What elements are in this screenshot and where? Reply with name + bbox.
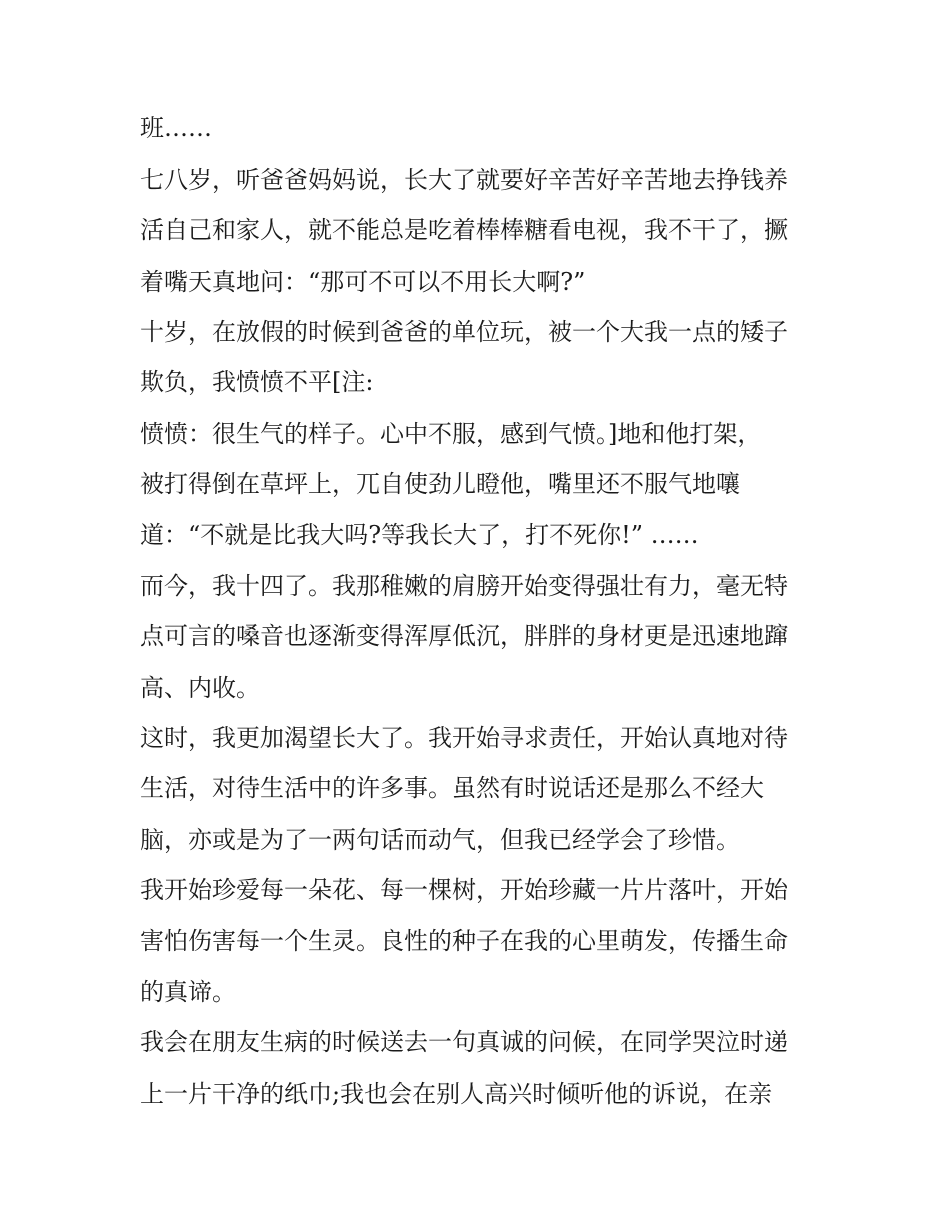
text-line: 道：“不就是比我大吗?等我长大了，打不死你!” …… <box>140 521 699 549</box>
text-line: 十岁，在放假的时候到爸爸的单位玩，被一个大我一点的矮子 <box>140 318 788 346</box>
text-line: 害怕伤害每一个生灵。良性的种子在我的心里萌发，传播生命 <box>140 927 788 955</box>
text-line: 班…… <box>140 114 212 142</box>
text-line: 点可言的嗓音也逐渐变得浑厚低沉，胖胖的身材更是迅速地蹿 <box>140 622 788 650</box>
text-line: 欺负，我愤愤不平[注: <box>140 368 374 396</box>
text-line: 这时，我更加渴望长大了。我开始寻求责任，开始认真地对待 <box>140 724 788 752</box>
text-line: 我开始珍爱每一朵花、每一棵树，开始珍藏一片片落叶，开始 <box>140 876 788 904</box>
text-line: 着嘴天真地问：“那可不可以不用长大啊?” <box>140 268 586 296</box>
text-line: 愤愤：很生气的样子。心中不服，感到气愤。]地和他打架， <box>140 420 762 448</box>
text-line: 我会在朋友生病的时候送去一句真诚的问候，在同学哭泣时递 <box>140 1028 788 1056</box>
text-line: 七八岁，听爸爸妈妈说，长大了就要好辛苦好辛苦地去挣钱养 <box>140 166 788 194</box>
text-line: 生活，对待生活中的许多事。虽然有时说话还是那么不经大 <box>140 774 764 802</box>
text-line: 活自己和家人，就不能总是吃着棒棒糖看电视，我不干了，撅 <box>140 216 788 244</box>
text-line: 脑，亦或是为了一两句话而动气，但我已经学会了珍惜。 <box>140 826 740 854</box>
text-line: 高、内收。 <box>140 674 260 702</box>
text-line: 而今，我十四了。我那稚嫩的肩膀开始变得强壮有力，毫无特 <box>140 572 788 600</box>
text-line: 被打得倒在草坪上，兀自使劲儿瞪他，嘴里还不服气地嚷 <box>140 470 740 498</box>
text-line: 的真谛。 <box>140 978 236 1006</box>
text-line: 上一片干净的纸巾;我也会在别人高兴时倾听他的诉说，在亲 <box>140 1080 773 1108</box>
